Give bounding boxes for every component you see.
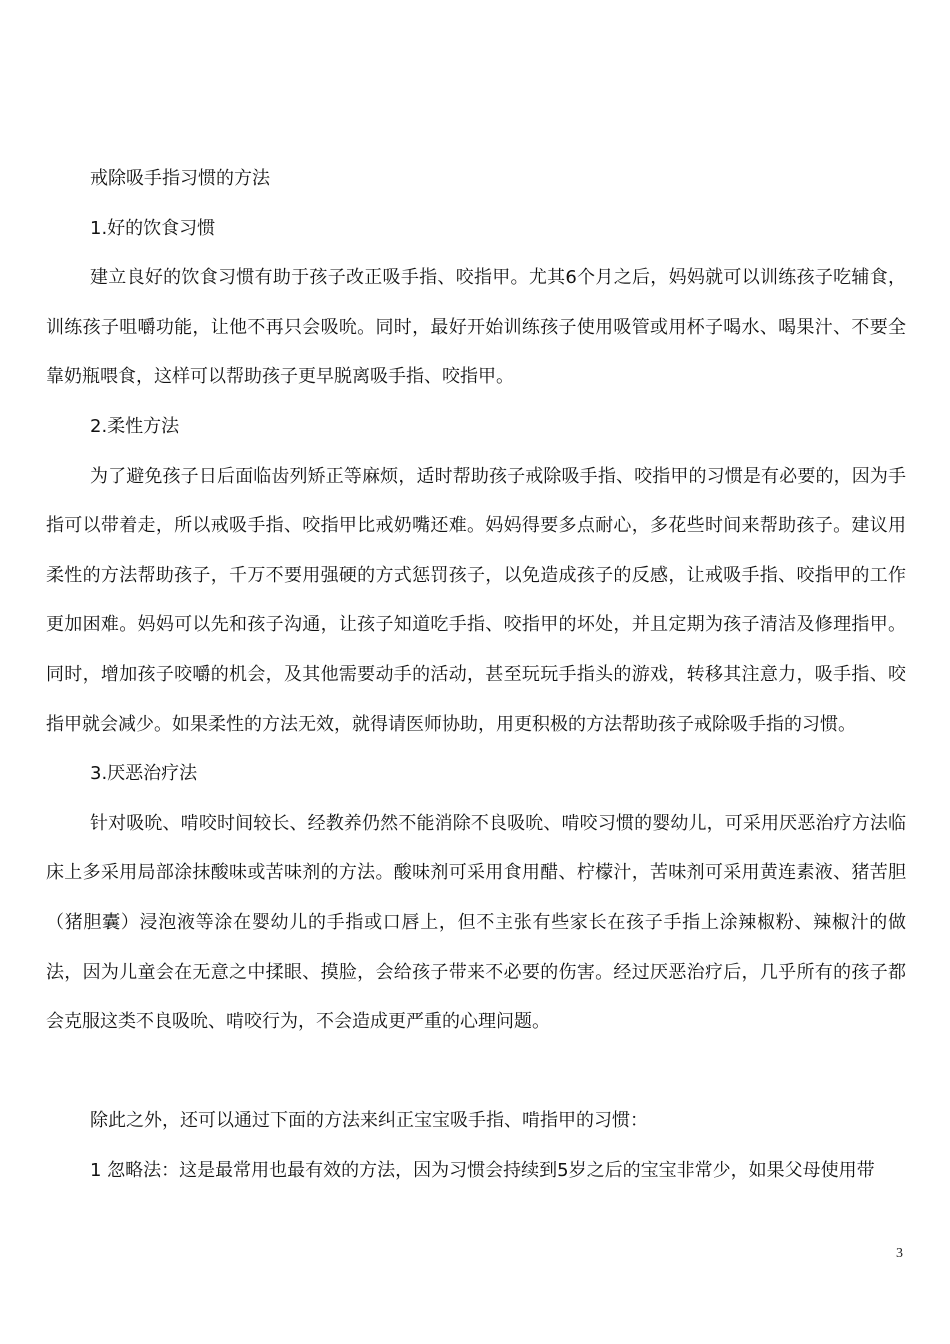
section-paragraph: 建立良好的饮食习惯有助于孩子改正吸手指、咬指甲。尤其6个月之后，妈妈就可以训练孩子吃辅食，训练孩子咀嚼功能，让他不再只会吸吮。同时，最好开始训练孩子使用吸管或用杯子喝水、喝果汁、不要全靠奶瓶喂食，这样可以帮助孩子更早脱离吸手指、咬指甲。	[46, 267, 906, 388]
document-body	[46, 154, 906, 1195]
page-number: 3	[896, 1246, 903, 1261]
section-paragraph: 为了避免孩子日后面临齿列矫正等麻烦，适时帮助孩子戒除吸手指、咬指甲的习惯是有必要的，因为手指可以带着走，所以戒吸手指、咬指甲比戒奶嘴还难。妈妈得要多点耐心，多花些时间来帮助孩子。建议用柔性的方法帮助孩子，千万不要用强硬的方式惩罚孩子，以免造成孩子的反感，让戒吸手指、咬指甲的工作更加困难。妈妈可以先和孩子沟通，让孩子知道吃手指、咬指甲的坏处，并且定期为孩子清洁及修理指甲。同时，增加孩子咬嚼的机会，及其他需要动手的活动，甚至玩玩手指头的游戏，转移其注意力，吸手指、咬指甲就会减少。如果柔性的方法无效，就得请医师协助，用更积极的方法帮助孩子戒除吸手指的习惯。	[46, 465, 906, 735]
section-heading: 1.好的饮食习惯	[90, 217, 216, 239]
section-heading: 3.厌恶治疗法	[90, 763, 198, 785]
extra-list-item: 1 忽略法：这是最常用也最有效的方法，因为习惯会持续到5岁之后的宝宝非常少，如果父母使用带	[90, 1159, 875, 1181]
document-title: 戒除吸手指习惯的方法	[90, 168, 270, 189]
section-heading: 2.柔性方法	[90, 415, 180, 437]
section-paragraph: 针对吸吮、啃咬时间较长、经教养仍然不能消除不良吸吮、啃咬习惯的婴幼儿，可采用厌恶治疗方法临床上多采用局部涂抹酸味或苦味剂的方法。酸味剂可采用食用醋、柠檬汁，苦味剂可采用黄连素液、猪苦胆（猪胆囊）浸泡液等涂在婴幼儿的手指或口唇上，但不主张有些家长在孩子手指上涂辣椒粉、辣椒汁的做法，因为儿童会在无意之中揉眼、摸脸，会给孩子带来不必要的伤害。经过厌恶治疗后，几乎所有的孩子都会克服这类不良吸吮、啃咬行为，不会造成更严重的心理问题。	[46, 812, 906, 1033]
extra-intro-paragraph: 除此之外，还可以通过下面的方法来纠正宝宝吸手指、啃指甲的习惯：	[90, 1110, 648, 1132]
